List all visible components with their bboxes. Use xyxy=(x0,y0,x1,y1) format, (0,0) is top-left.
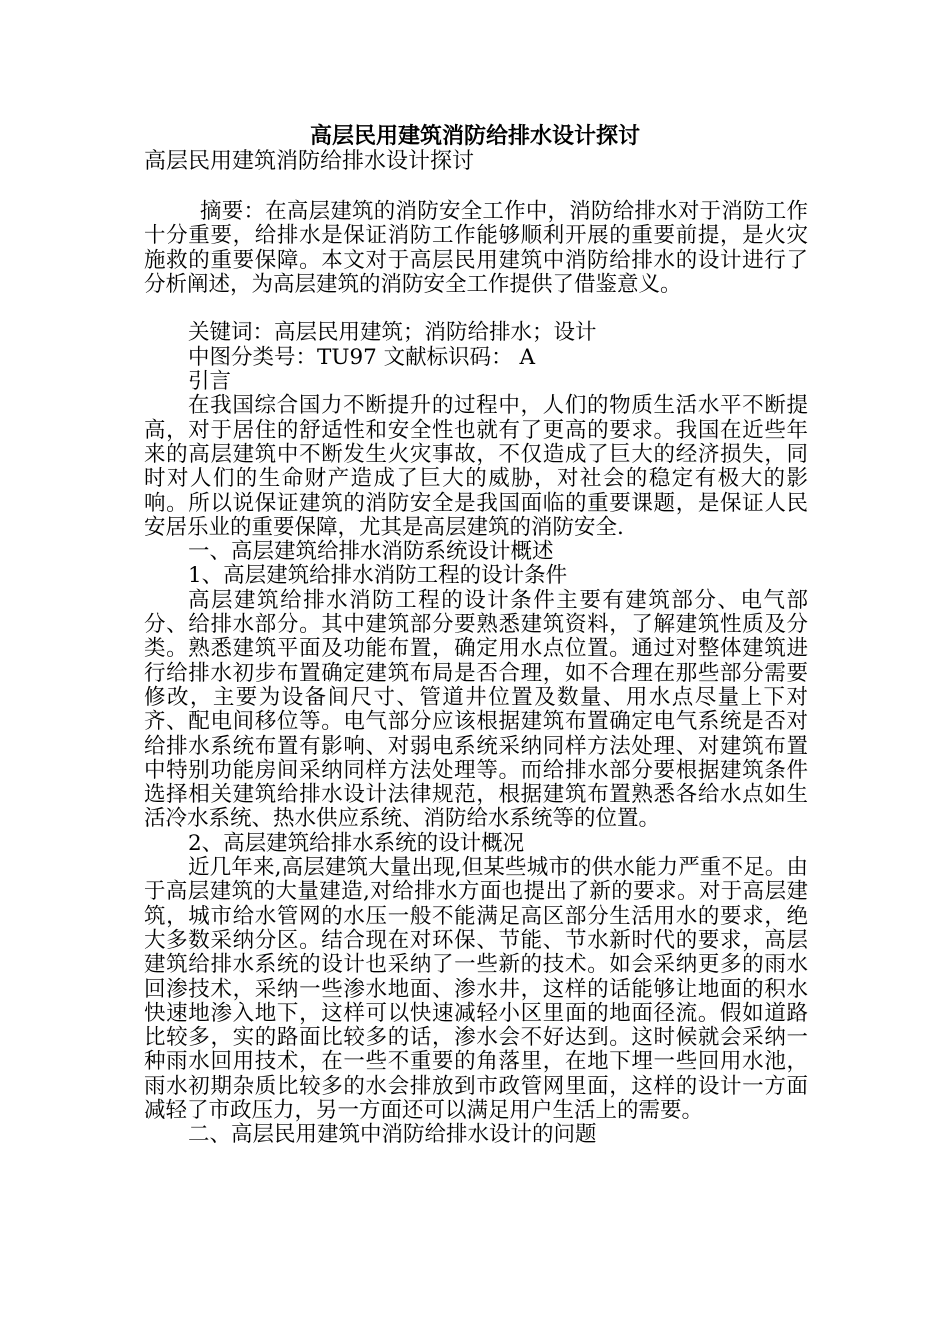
keywords-line: 关键词：高层民用建筑；消防给排水；设计 xyxy=(188,320,597,346)
paragraph-spacer xyxy=(144,297,808,321)
subsection2-paragraph: 近几年来,高层建筑大量出现,但某些城市的供水能力严重不足。由于高层建筑的大量建造,对给排水方面也提出了新的要求。对于高层建筑，城市给水管网的水压一般不能满足高区部分生活用水的要求，绝大多数采纳分区。结合现在对环保、节能、节水新时代的要求，高层建筑给排水系统的设计也采纳了一些新的技术。如会采纳更多的雨水回渗技术，采纳一些渗水地面、渗水井，这样的话能够让地面的积水快速地渗入地下，这样可以快速减轻小区里面的地面径流。假如道路比较多，实的路面比较多的话，渗水会不好达到。这时候就会采纳一种雨水回用技术，在一些不重要的角落里，在地下埋一些回用水池，雨水初期杂质比较多的水会排放到市政管网里面，这样的设计一方面减轻了市政压力，另一方面还可以满足用户生活上的需要。 xyxy=(144,855,808,1123)
section1-heading: 一、高层建筑给排水消防系统设计概述 xyxy=(188,539,554,565)
intro-heading: 引言 xyxy=(188,369,232,395)
classification-line: 中图分类号：TU97 文献标识码： A xyxy=(188,344,536,370)
abstract-paragraph: 摘要：在高层建筑的消防安全工作中，消防给排水对于消防工作十分重要，给排水是保证消防工作能够顺利开展的重要前提，是火灾施救的重要保障。本文对于高层民用建筑中消防给排水的设计进行了分析阐述，为高层建筑的消防安全工作提供了借鉴意义。 xyxy=(144,199,808,297)
document-subtitle: 高层民用建筑消防给排水设计探讨 xyxy=(144,149,475,174)
intro-paragraph: 在我国综合国力不断提升的过程中，人们的物质生活水平不断提高，对于居住的舒适性和安全性也就有了更高的要求。我国在近些年来的高层建筑中不断发生火灾事故，不仅造成了巨大的经济损失，同时对人们的生命财产造成了巨大的威胁，对社会的稳定有极大的影响。所以说保证建筑的消防安全是我国面临的重要课题，是保证人民安居乐业的重要保障，尤其是高层建筑的消防安全. xyxy=(144,393,808,540)
document-body xyxy=(144,200,808,1148)
subsection1-paragraph: 高层建筑给排水消防工程的设计条件主要有建筑部分、电气部分、给排水部分。其中建筑部分要熟悉建筑资料，了解建筑性质及分类。熟悉建筑平面及功能布置，确定用水点位置。通过对整体建筑进行给排水初步布置确定建筑布局是否合理，如不合理在那些部分需要修改，主要为设备间尺寸、管道井位置及数量、用水点尽量上下对齐、配电间移位等。电气部分应该根据建筑布置确定电气系统是否对给排水系统布置有影响、对弱电系统采纳同样方法处理、对建筑布置中特别功能房间采纳同样方法处理等。而给排水部分要根据建筑条件选择相关建筑给排水设计法律规范，根据建筑布置熟悉各给水点如生活冷水系统、热水供应系统、消防给水系统等的位置。 xyxy=(144,587,808,832)
section2-heading: 二、高层民用建筑中消防给排水设计的问题 xyxy=(188,1122,597,1148)
document-title: 高层民用建筑消防给排水设计探讨 xyxy=(309,123,640,149)
subsection1-heading: 1、高层建筑给排水消防工程的设计条件 xyxy=(188,563,568,589)
subsection2-heading: 2、高层建筑给排水系统的设计概况 xyxy=(188,830,525,856)
